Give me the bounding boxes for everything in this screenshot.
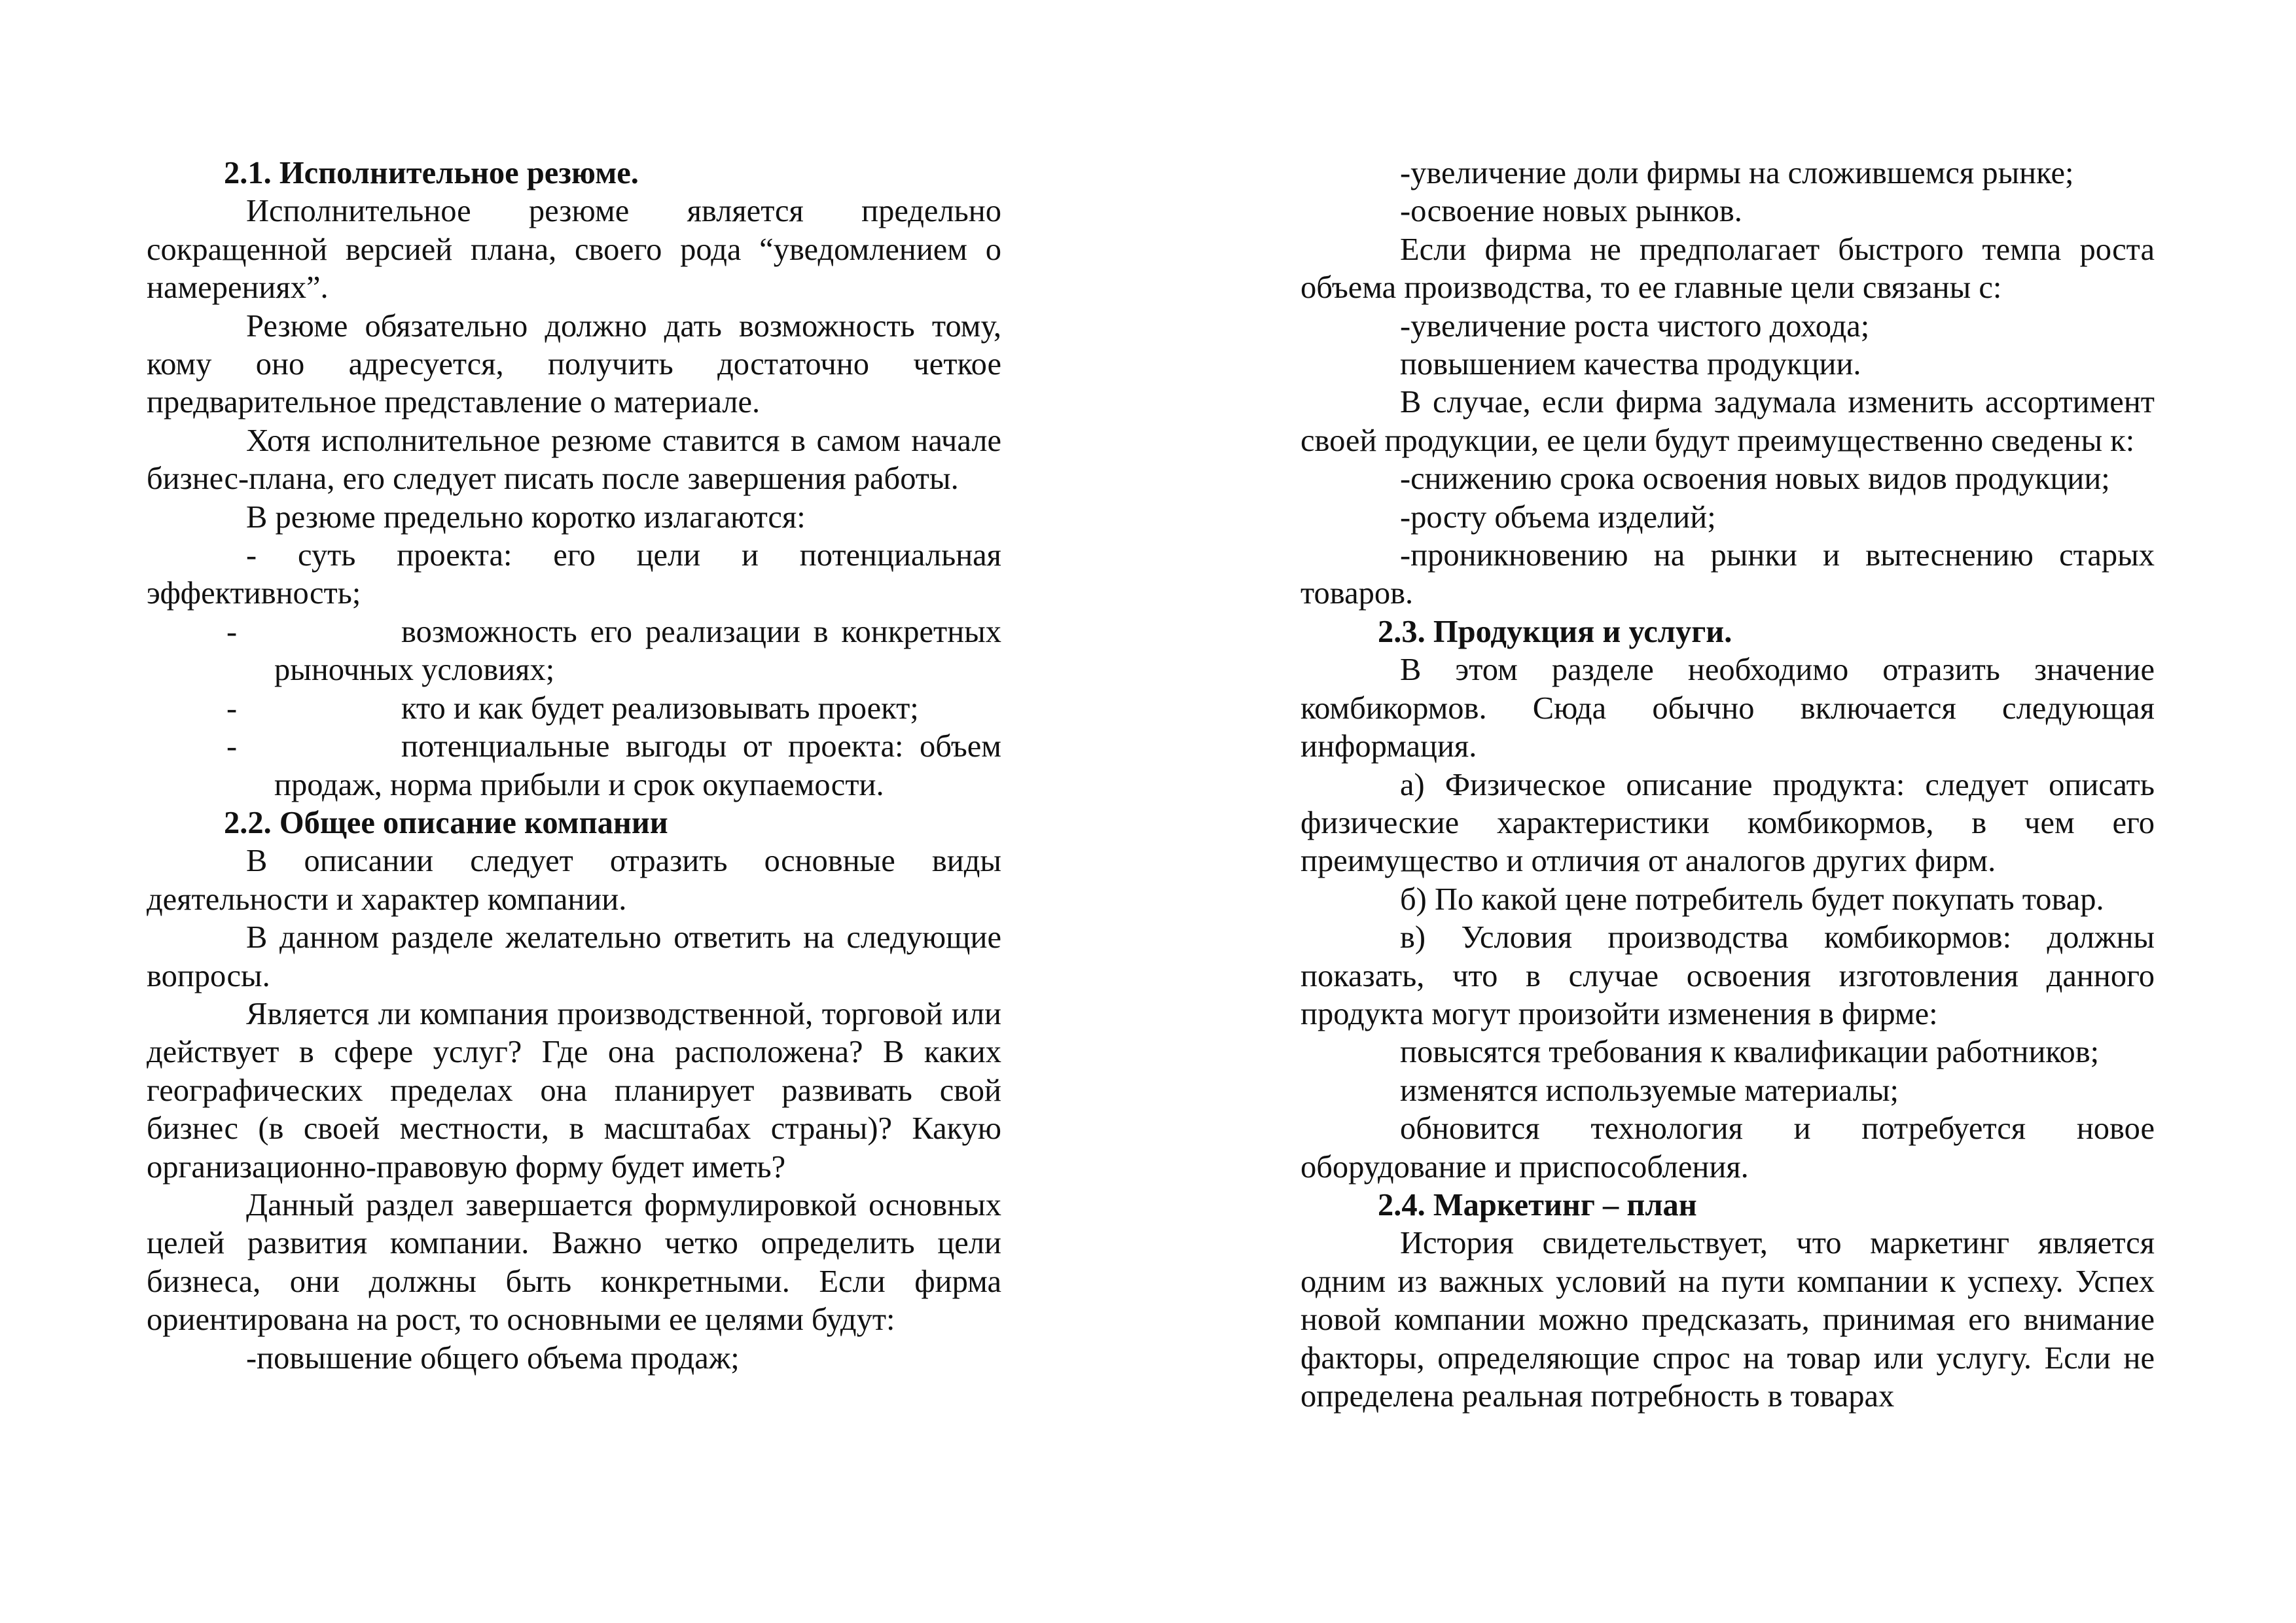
list-marker: - [226,614,238,649]
section-heading-2-1: 2.1. Исполнительное резюме. [224,156,639,190]
paragraph: - суть проекта: его цели и потенциальная эффективность; [147,538,1001,611]
list-item-text: кто и как будет реализовывать проект; [401,690,919,726]
paragraph: обновится технология и потребуется новое оборудование и приспособления. [1300,1111,2155,1185]
list-item-text: потенциальные выгоды от проекта: объем продаж, норма прибыли и срок окупаемости. [274,729,1001,802]
paragraph: В этом разделе необходимо отразить значение комбикормов. Сюда обычно включается следующая информация. [1300,652,2155,764]
paragraph: -освоение новых рынков. [1400,194,1742,229]
paragraph: В случае, если фирма задумала изменить ассортимент своей продукции, ее цели будут преимущественно сведены к: [1300,385,2155,458]
paragraph: Является ли компания производственной, торговой или действует в сфере услуг? Где она расположена? В каких географических пределах она планирует развивать свой бизнес (в своей местности, в масштабах страны)? Какую организационно-правовую форму будет иметь? [147,996,1001,1185]
list-marker: - [226,729,238,764]
list-item [147,690,1001,728]
paragraph: В резюме предельно коротко излагаются: [246,499,806,535]
paragraph: -увеличение доли фирмы на сложившемся рынке; [1400,156,2074,190]
paragraph: Резюме обязательно должно дать возможность тому, кому оно адресуется, получить достаточно четкое предварительное представление о материале. [147,308,1001,420]
list-marker: - [226,690,238,726]
list-item-text: возможность его реализации в конкретных рыночных условиях; [274,614,1001,688]
paragraph: -проникновению на рынки и вытеснению старых товаров. [1300,538,2155,611]
section-heading-2-3: 2.3. Продукция и услуги. [1378,614,1732,649]
paragraph: -снижению срока освоения новых видов продукции; [1400,461,2110,497]
paragraph: повысятся требования к квалификации работников; [1400,1035,2100,1070]
paragraph: изменятся используемые материалы; [1400,1073,1899,1108]
paragraph: Хотя исполнительное резюме ставится в самом начале бизнес-плана, его следует писать после завершения работы. [147,423,1001,497]
list-item [147,728,1001,804]
paragraph: -росту объема изделий; [1400,499,1716,535]
paragraph: История свидетельствует, что маркетинг является одним из важных условий на пути компании к успеху. Успех новой компании можно предсказать, принимая его внимание факторы, определяющие спрос на товар или услугу. Если не определена реальная потребность в товарах [1300,1226,2155,1414]
left-page-column [147,154,1001,1378]
paragraph: -повышение общего объема продаж; [246,1340,740,1376]
right-page-column [1300,154,2155,1416]
paragraph: В описании следует отразить основные виды деятельности и характер компании. [147,844,1001,917]
section-heading-2-4: 2.4. Маркетинг – план [1378,1187,1697,1222]
paragraph: Исполнительное резюме является предельно сокращенной версией плана, своего рода “уведомлением о намерениях”. [147,194,1001,306]
paragraph: б) По какой цене потребитель будет покупать товар. [1400,882,2104,917]
paragraph: повышением качества продукции. [1400,347,1861,382]
paragraph: -увеличение роста чистого дохода; [1400,308,1870,344]
paragraph: В данном разделе желательно ответить на следующие вопросы. [147,920,1001,993]
paragraph: а) Физическое описание продукта: следует описать физические характеристики комбикормов, в чем его преимущество и отличия от аналогов других фирм. [1300,767,2155,879]
section-heading-2-2: 2.2. Общее описание компании [224,805,668,840]
paragraph: Данный раздел завершается формулировкой основных целей развития компании. Важно четко определить цели бизнеса, они должны быть конкретными. Если фирма ориентирована на рост, то основными ее целями будут: [147,1187,1001,1338]
paragraph: Если фирма не предполагает быстрого темпа роста объема производства, то ее главные цели связаны с: [1300,232,2155,306]
list-item [147,613,1001,690]
paragraph: в) Условия производства комбикормов: должны показать, что в случае освоения изготовления данного продукта могут произойти изменения в фирме: [1300,920,2155,1031]
